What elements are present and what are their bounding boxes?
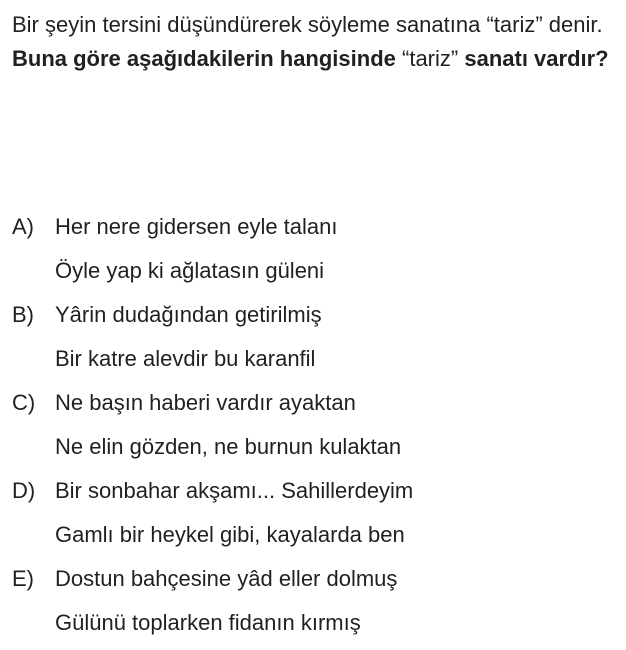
option-line-2: Bir katre alevdir bu karanfil [55,346,316,371]
option-line-1: Ne başın haberi vardır ayaktan [55,390,356,415]
option-line-2: Gülünü toplarken fidanın kırmış [55,610,361,635]
option-a[interactable] [12,205,620,293]
question-prompt [12,42,620,76]
option-d[interactable] [12,469,620,557]
option-b[interactable] [12,293,620,381]
option-line-2: Gamlı bir heykel gibi, kayalarda ben [55,522,405,547]
option-e[interactable] [12,557,620,645]
question-intro: Bir şeyin tersini düşündürerek söyleme sanatına “tariz” denir. [12,12,603,37]
option-letter: D) [12,478,36,503]
option-line-1: Dostun bahçesine yâd eller dolmuş [55,566,398,591]
option-letter: A) [12,214,34,239]
question-prompt-part2: sanatı vardır? [464,46,609,71]
option-line-1: Bir sonbahar akşamı... Sahillerdeyim [55,478,414,503]
option-letter: E) [12,566,34,591]
question-prompt-part1: Buna göre aşağıdakilerin hangisinde [12,46,396,71]
question-prompt-term: “tariz” [402,46,459,71]
option-line-1: Yârin dudağından getirilmiş [55,302,322,327]
option-c[interactable] [12,381,620,469]
question-stem [12,8,620,76]
option-line-1: Her nere gidersen eyle talanı [55,214,338,239]
option-letter: C) [12,390,36,415]
option-letter: B) [12,302,34,327]
answer-options [12,205,620,645]
option-line-2: Ne elin gözden, ne burnun kulaktan [55,434,402,459]
option-line-2: Öyle yap ki ağlatasın güleni [55,258,325,283]
